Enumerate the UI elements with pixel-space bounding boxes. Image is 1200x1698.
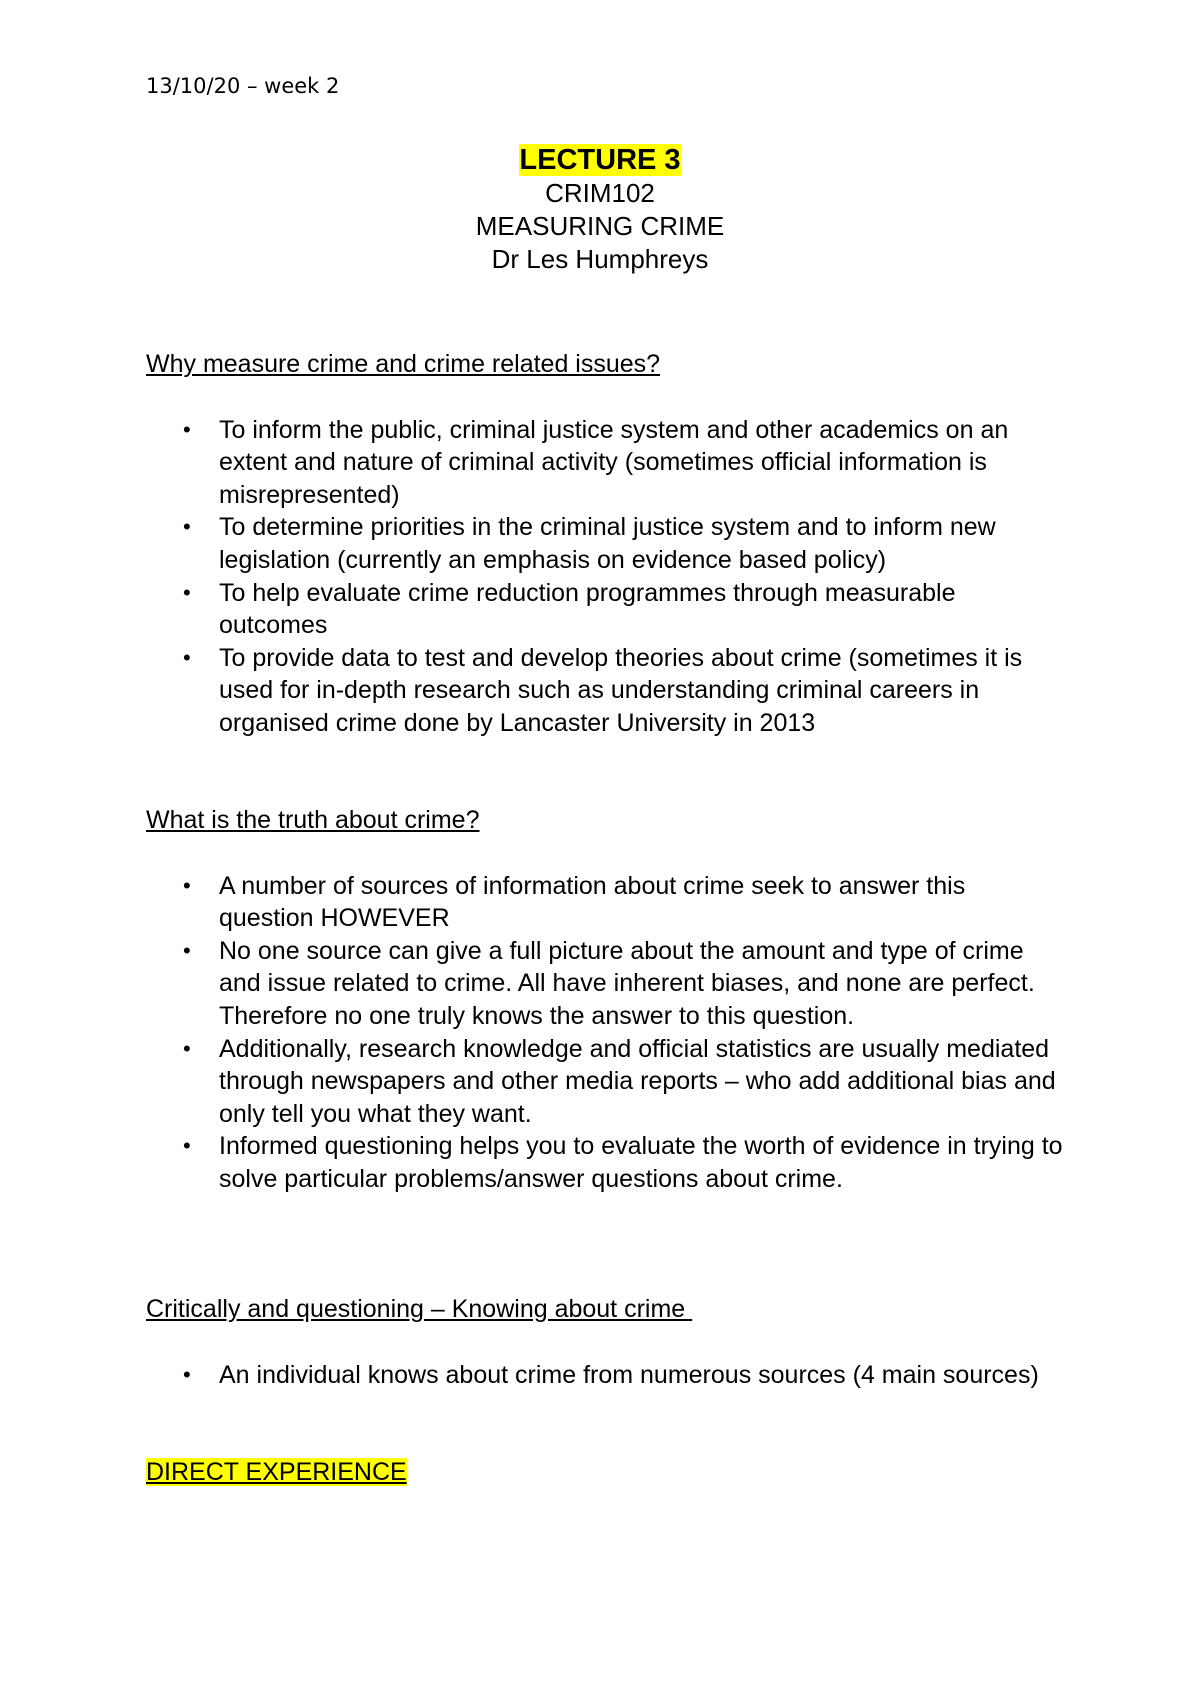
lecture-title: LECTURE 3	[519, 144, 681, 176]
section-heading: Why measure crime and crime related issues?	[146, 350, 661, 378]
list-item: • An individual knows about crime from numerous sources (4 main sources)	[146, 1359, 1066, 1392]
bullet-dot-icon: •	[183, 514, 191, 540]
list-item: • No one source can give a full picture about the amount and type of crime and issue related to crime. All have inherent biases, and none are perfect. Therefore no one truly knows the answer to this question.	[183, 936, 1035, 1030]
lecturer-name: Dr Les Humphreys	[491, 244, 709, 274]
section-heading: Critically and questioning – Knowing about crime	[146, 1295, 693, 1323]
list-item: • To inform the public, criminal justice system and other academics on an extent and nature of criminal activity (sometimes official information is misrepresented)	[183, 415, 1009, 509]
bullet-dot-icon: •	[183, 1361, 191, 1387]
bullet-dot-icon: •	[183, 644, 191, 670]
list-item: • A number of sources of information about crime seek to answer this question HOWEVER	[183, 871, 966, 933]
section-why-measure	[146, 348, 1066, 740]
bullet-list	[146, 870, 1066, 1196]
bullet-list	[146, 414, 1066, 740]
bullet-dot-icon: •	[183, 872, 191, 898]
bullet-dot-icon: •	[183, 1035, 191, 1061]
section-heading: What is the truth about crime?	[146, 806, 480, 834]
list-item: • To help evaluate crime reduction programmes through measurable outcomes	[183, 578, 956, 640]
bullet-dot-icon: •	[183, 579, 191, 605]
list-item: • To determine priorities in the criminal justice system and to inform new legislation (currently an emphasis on evidence based policy)	[183, 513, 996, 574]
title-block	[0, 144, 1200, 276]
bullet-dot-icon: •	[183, 416, 191, 442]
topic-title: MEASURING CRIME	[475, 211, 725, 241]
list-item: • Additionally, research knowledge and official statistics are usually mediated through newspapers and other media reports – who add additional bias and only tell you what they want.	[183, 1034, 1056, 1128]
list-item: • To provide data to test and develop theories about crime (sometimes it is used for in-depth research such as understanding criminal careers in organised crime done by Lancaster University in 2013	[183, 643, 1023, 737]
bullet-list	[146, 1359, 1066, 1392]
bullet-dot-icon: •	[183, 937, 191, 963]
list-item: • Informed questioning helps you to evaluate the worth of evidence in trying to solve particular problems/answer questions about crime.	[183, 1132, 1063, 1193]
section-truth-about-crime	[146, 804, 1066, 1196]
direct-experience-heading: DIRECT EXPERIENCE	[146, 1458, 407, 1486]
date-line: 13/10/20 – week 2	[146, 74, 340, 98]
section-knowing-about-crime	[146, 1293, 1066, 1391]
bullet-dot-icon: •	[183, 1133, 191, 1159]
course-code: CRIM102	[545, 178, 655, 208]
